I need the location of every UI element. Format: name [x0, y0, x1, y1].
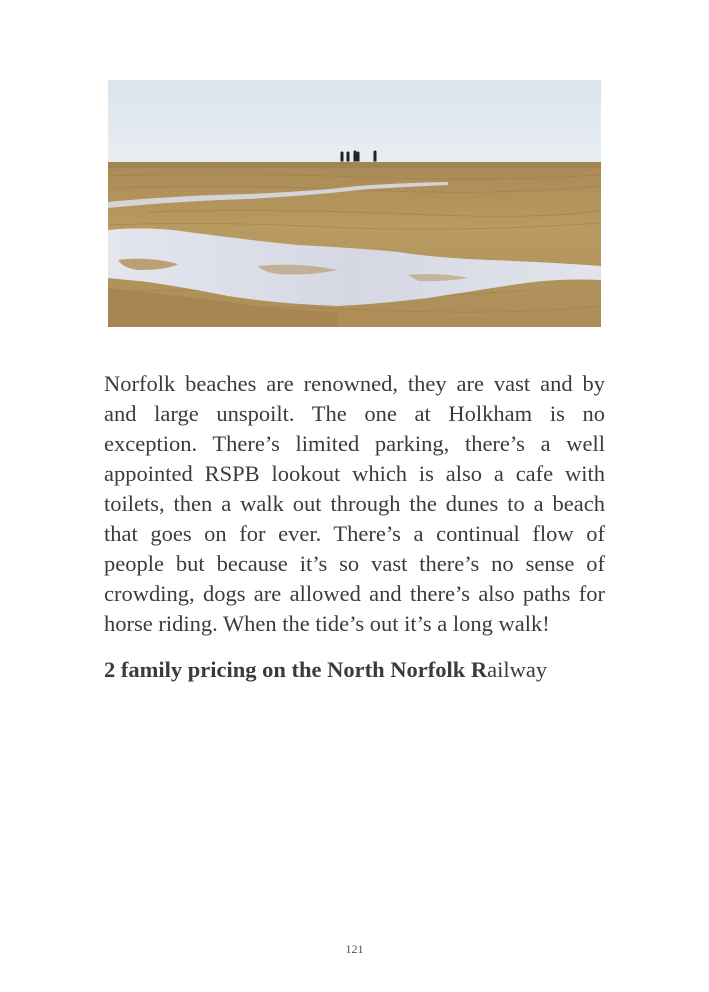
body-paragraph: Norfolk beaches are renowned, they are vast and by and large unspoilt. The one at Holkham is no exception. There’s limited parking, there’s a well appointed RSPB lookout which is also a cafe with toilets, then a walk out through the dunes to a beach that goes on for ever. There’s a continual flow of people but because it’s so vast there’s no sense of crowding, dogs are allowed and there’s also paths for horse riding. When the tide’s out it’s a long walk!: [104, 371, 605, 636]
section-heading: [104, 655, 605, 685]
beach-photo: [108, 80, 601, 327]
section-heading-regular: ailway: [487, 657, 548, 682]
page-number: 121: [345, 942, 364, 956]
section-heading-bold: 2 family pricing on the North Norfolk R: [104, 657, 488, 682]
